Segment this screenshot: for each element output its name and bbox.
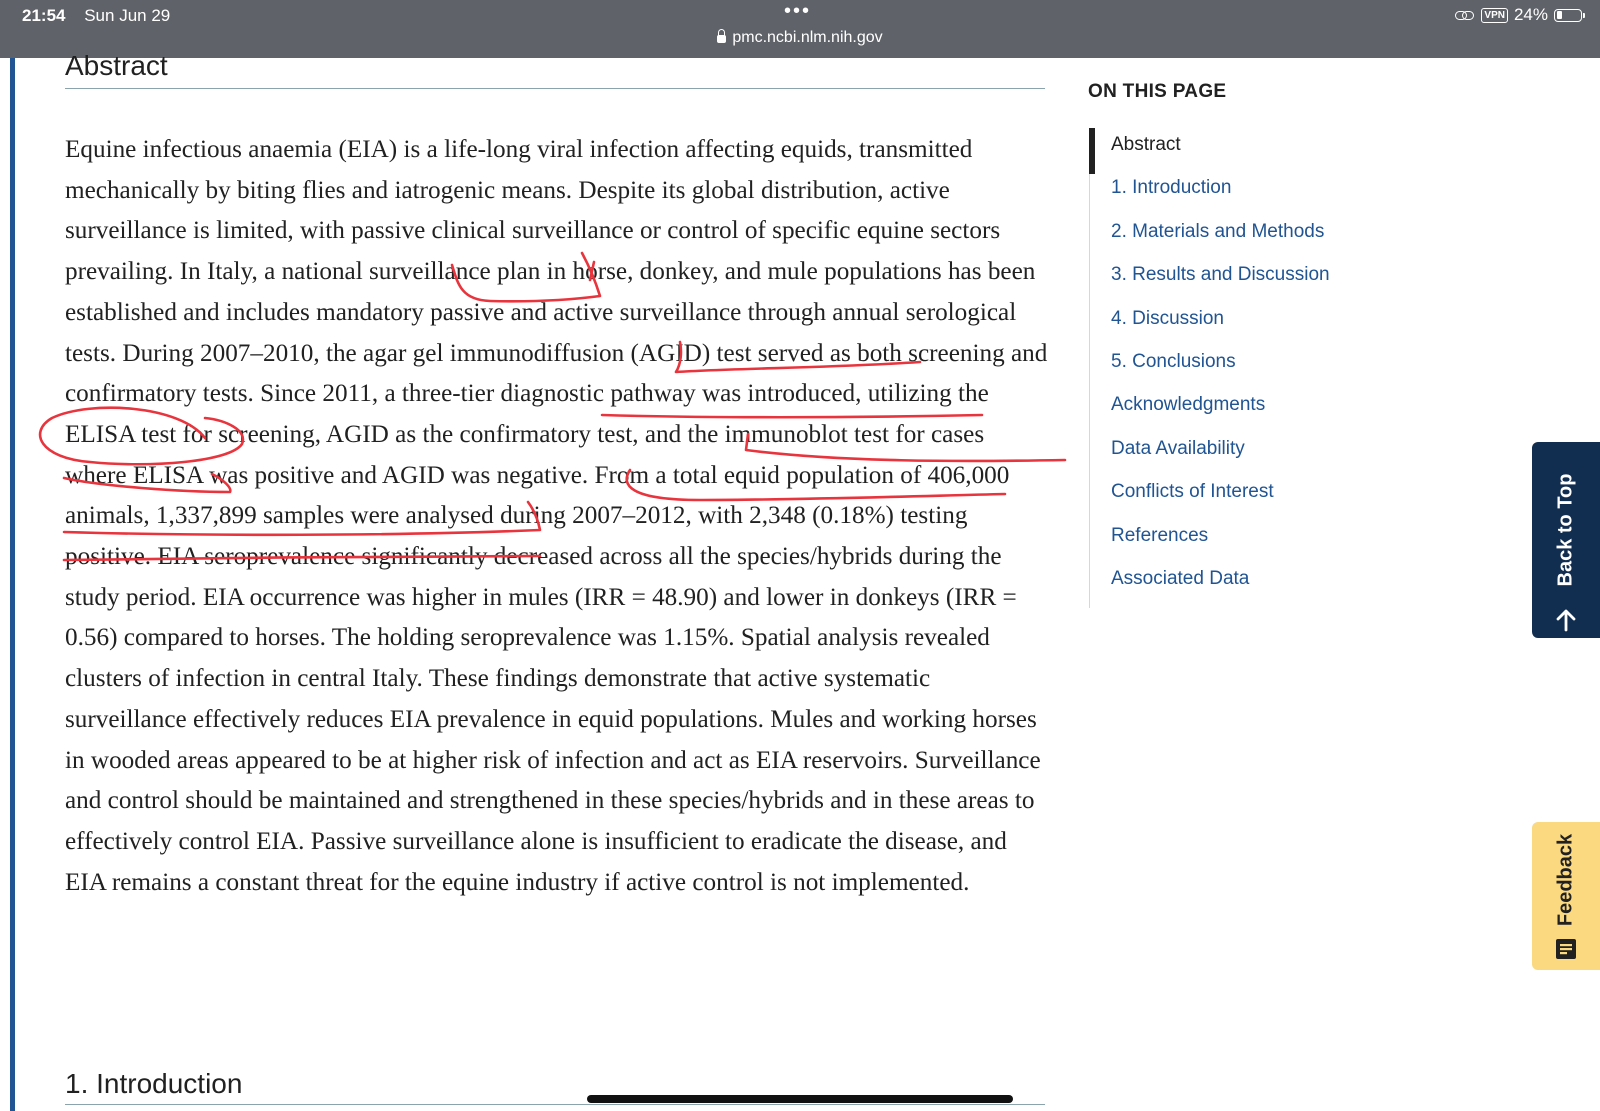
vpn-badge: VPN [1481,8,1508,23]
toc-item-references[interactable]: References [1111,524,1209,546]
heading-divider [65,88,1045,89]
toc-rail [1089,128,1090,608]
status-clock [22,6,184,26]
back-to-top-label: Back to Top [1554,473,1577,587]
abstract-paragraph: Equine infectious anaemia (EIA) is a life-long viral infection affecting equids, transmitted mechanically by biting flies and iatrogenic means. Despite its global distribution, active surveillance is limited, with passive clinical surveillance or control of specific equine sectors prevailing. In Italy, a national surveillance plan in horse, donkey, and mule populations has been established and includes mandatory passive and active surveillance through annual serological tests. During 2007–2010, the agar gel immunodiffusion (AGID) test served as both screening and confirmatory tests. Since 2011, a three-tier diagnostic pathway was introduced, utilizing the ELISA test for screening, AGID as the confirmatory test, and the immunoblot test for cases where ELISA was positive and AGID was negative. From a total equid population of 406,000 animals, 1,337,899 samples were analysed during 2007–2012, with 2,348 (0.18%) testing positive. EIA seroprevalence significantly decreased across all the species/hybrids during the study period. EIA occurrence was higher in mules (IRR = 48.90) and lower in donkeys (IRR = 0.56) compared to horses. The holding seroprevalence was 1.15%. Spatial analysis revealed clusters of infection in central Italy. These findings demonstrate that active systematic surveillance effectively reduces EIA prevalence in equid populations. Mules and working horses in wooded areas appeared to be at higher risk of infection and act as EIA reservoirs. Surveillance and control should be maintained and strengthened in these species/hybrids and in these areas to effectively control EIA. Passive surveillance alone is insufficient to eradicate the disease, and EIA remains a constant threat for the equine industry if active control is not implemented. [65,136,1048,896]
battery-level [1557,11,1562,19]
section-accent-bar [10,58,15,1111]
toc-active-indicator [1089,128,1095,174]
toc-title: ON THIS PAGE [1088,81,1227,102]
address-bar[interactable] [0,29,1600,47]
url-text: pmc.ncbi.nlm.nih.gov [732,29,883,46]
lock-icon [717,35,726,43]
toc-item-results-and-discussion[interactable]: 3. Results and Discussion [1111,264,1330,286]
status-date: Sun Jun 29 [84,6,171,25]
toc-item-associated-data[interactable]: Associated Data [1111,567,1250,589]
feedback-label: Feedback [1554,833,1577,927]
introduction-heading: 1. Introduction [65,1068,243,1099]
home-indicator[interactable] [587,1095,1013,1103]
feedback-button[interactable] [1532,822,1600,970]
toc-item-acknowledgments[interactable]: Acknowledgments [1111,394,1266,416]
toc-item-introduction[interactable]: 1. Introduction [1111,177,1232,199]
status-bar [0,0,1600,58]
abstract-heading: Abstract [65,50,168,81]
battery-icon [1554,9,1582,22]
arrow-up-icon [1555,608,1577,632]
toc-item-conclusions[interactable]: 5. Conclusions [1111,350,1236,372]
link-icon [1455,9,1475,21]
toc-item-conflicts-of-interest[interactable]: Conflicts of Interest [1111,481,1274,503]
heading-divider [65,1104,1045,1105]
multitasking-dots-icon[interactable]: ••• [784,0,812,22]
status-indicators [1455,5,1582,25]
toc-item-abstract[interactable]: Abstract [1111,134,1181,155]
feedback-icon [1555,938,1577,960]
back-to-top-button[interactable] [1532,442,1600,638]
status-time: 21:54 [22,6,66,25]
toc-list [1111,132,1330,609]
battery-percent: 24% [1513,5,1548,24]
toc-item-data-availability[interactable]: Data Availability [1111,437,1245,459]
toc-item-materials-and-methods[interactable]: 2. Materials and Methods [1111,220,1325,242]
toc-item-discussion[interactable]: 4. Discussion [1111,307,1224,329]
